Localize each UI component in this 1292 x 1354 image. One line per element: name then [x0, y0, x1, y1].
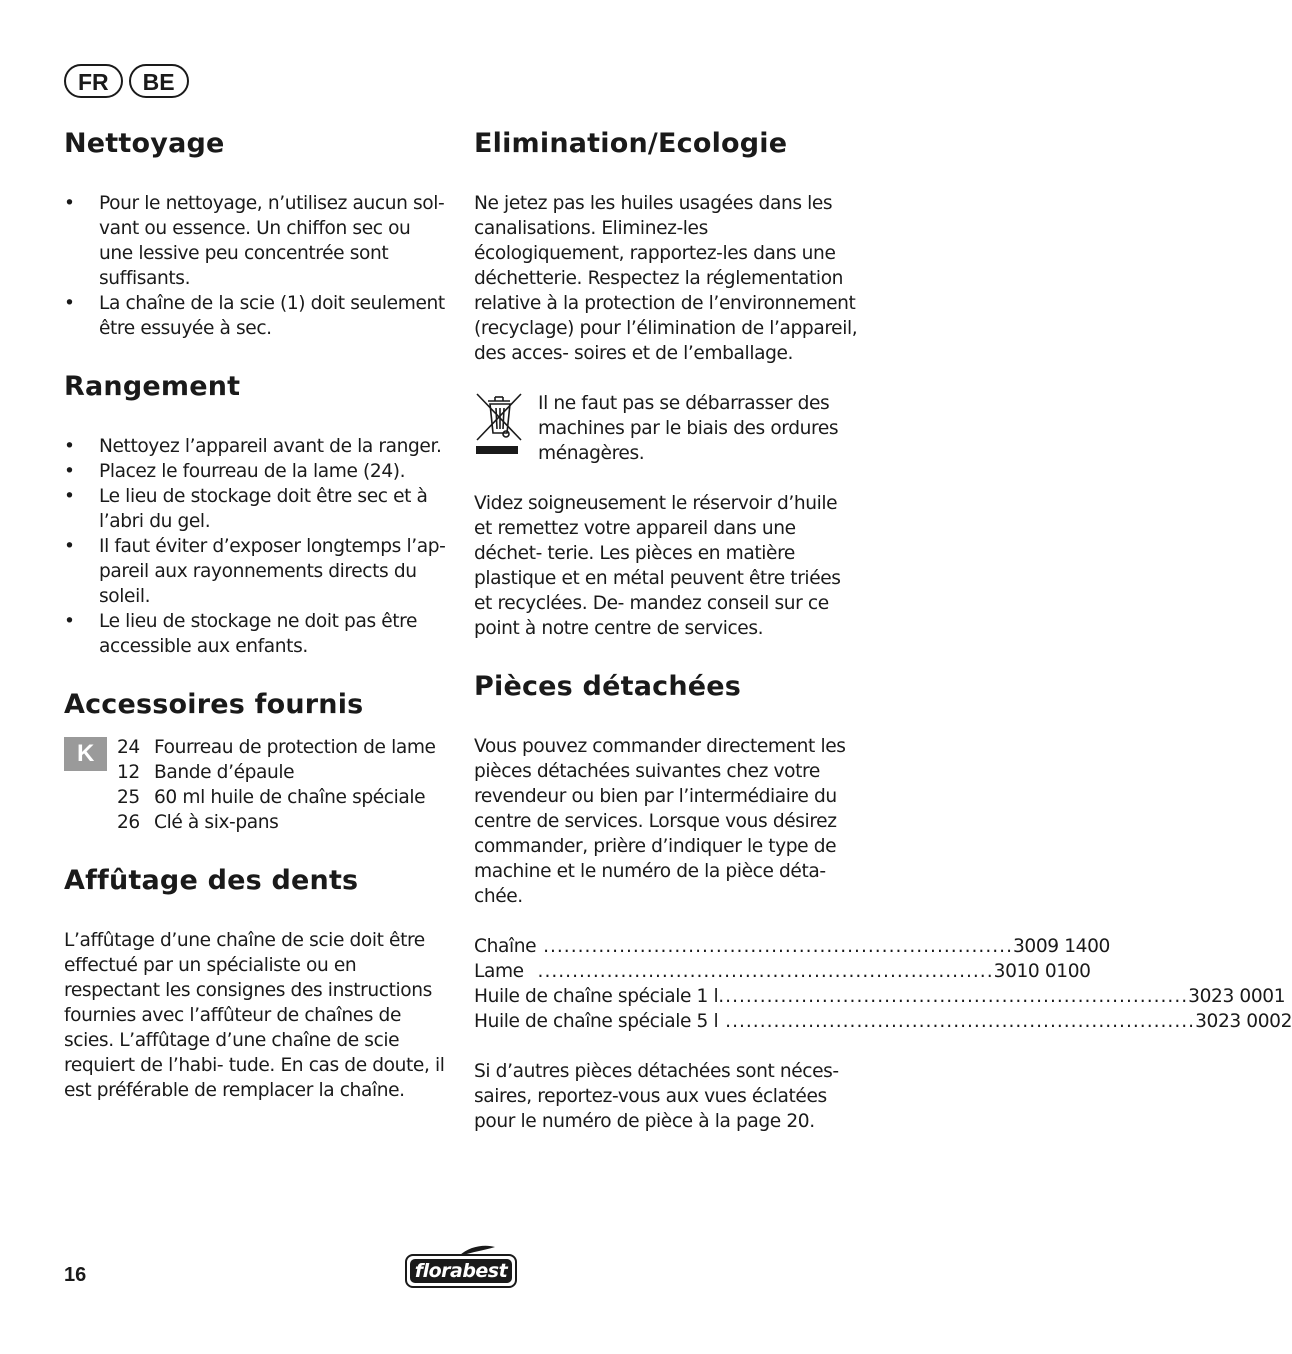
- pieces-text: Vous pouvez commander directement les pièces détachées suivantes chez votre revendeur ou bien par l’intermédiaire du centre de services. Lorsque vous désirez commander, prière d’indiquer le type de machine et le numéro de la pièce déta- chée.: [474, 736, 846, 907]
- leader-dots: ....................................................................: [718, 986, 1189, 1007]
- lang-badge-be: BE: [129, 64, 189, 98]
- item-number: 26: [117, 812, 140, 833]
- list-item: • Placez le fourreau de la lame (24).: [64, 459, 449, 484]
- list-item: [117, 785, 449, 810]
- part-name: Huile de chaîne spéciale 5 l: [474, 1011, 719, 1032]
- list-item: [474, 1009, 1292, 1034]
- item-number: 24: [117, 737, 140, 758]
- elimination-text: Ne jetez pas les huiles usagées dans les canalisations. Eliminez-les écologiquement, rapportez-les dans une déchetterie. Respectez la réglementation relative à la protection de l’environnement (recyclage) pour l’élimination de l’appareil, des acces- soires et de l’emballage.: [474, 193, 858, 364]
- part-number: 3010 0100: [993, 961, 1091, 982]
- item-label: Clé à six-pans: [154, 812, 279, 833]
- part-number: 3023 0001: [1188, 986, 1286, 1007]
- list-item: • Le lieu de stockage doit être sec et à l’abri du gel.: [64, 484, 449, 534]
- affutage-text: L’affûtage d’une chaîne de scie doit être effectué par un spécialiste ou en respectant les consignes des instructions fournies avec l’affûteur de chaînes de scies. L’affûtage d’une chaîne de scie requiert de l’habi- tude. En cas de doute, il est préférable de remplacer la chaîne.: [64, 930, 445, 1101]
- parts-list: [474, 934, 1292, 1034]
- rangement-list: [64, 434, 449, 659]
- section-rangement: [64, 367, 449, 659]
- leader-dots: ....................................................................: [718, 1011, 1196, 1032]
- item-label: Bande d’épaule: [154, 762, 295, 783]
- list-item: [474, 959, 1091, 984]
- elimination-text-2: Videz soigneusement le réservoir d’huile et remettez votre appareil dans une déchet- terie. Les pièces en matière plastique et en métal peuvent être triées et recyclées. De- mandez conseil sur ce point à notre centre de services.: [474, 493, 841, 639]
- part-number: 3023 0002: [1195, 1011, 1292, 1032]
- list-item: [117, 735, 449, 760]
- crossed-out-wheelie-bin-icon: [474, 391, 538, 466]
- section-affutage: [64, 861, 449, 1103]
- list-item: • Le lieu de stockage ne doit pas être accessible aux enfants.: [64, 609, 449, 659]
- list-item: • Il faut éviter d’exposer longtemps l’ap- pareil aux rayonnements directs du soleil.: [64, 534, 449, 609]
- part-number: 3009 1400: [1012, 936, 1110, 957]
- leader-dots: ..................................................................: [523, 961, 994, 982]
- accessories-list: [64, 735, 449, 835]
- item-number: 25: [117, 787, 140, 808]
- nettoyage-list: [64, 191, 449, 341]
- list-item: • Pour le nettoyage, n’utilisez aucun sol- vant ou essence. Un chiffon sec ou une lessive peu concentrée sont suffisants.: [64, 191, 449, 291]
- weee-text: Il ne faut pas se débarrasser des machines par le biais des ordures ménagères.: [538, 393, 839, 464]
- section-title-nettoyage: Nettoyage: [64, 128, 225, 159]
- section-elimination: [474, 124, 859, 641]
- lang-badge-fr: FR: [64, 64, 123, 98]
- list-item: • La chaîne de la scie (1) doit seulement être essuyée à sec.: [64, 291, 449, 341]
- weee-notice: [474, 391, 859, 466]
- section-title-elimination: Elimination/Ecologie: [474, 128, 788, 159]
- right-column: [474, 124, 1292, 1134]
- list-item: [474, 934, 1110, 959]
- section-title-rangement: Rangement: [64, 371, 241, 402]
- item-label: 60 ml huile de chaîne spéciale: [154, 787, 426, 808]
- k-badge: K: [64, 737, 107, 771]
- page-number: 16: [64, 1264, 87, 1286]
- section-pieces: [474, 667, 1292, 1134]
- part-name: Chaîne: [474, 936, 537, 957]
- pieces-text-2: Si d’autres pièces détachées sont néces- saires, reportez-vous aux vues éclatées pour le numéro de pièce à la page 20.: [474, 1061, 839, 1132]
- part-name: Lame: [474, 961, 524, 982]
- language-badges: [64, 64, 189, 98]
- list-item: [117, 810, 449, 835]
- part-name: Huile de chaîne spéciale 1 l: [474, 986, 719, 1007]
- item-number: 12: [117, 762, 140, 783]
- section-title-accessoires: Accessoires fournis: [64, 689, 364, 720]
- section-accessoires: [64, 685, 449, 835]
- list-item: [117, 760, 449, 785]
- list-item: • Nettoyez l’appareil avant de la ranger.: [64, 434, 449, 459]
- florabest-logo: [405, 1244, 519, 1290]
- section-title-affutage: Affûtage des dents: [64, 865, 359, 896]
- left-column: [64, 124, 449, 1103]
- logo-text: florabest: [410, 1259, 512, 1283]
- list-item: [474, 984, 1286, 1009]
- item-label: Fourreau de protection de lame: [154, 737, 436, 758]
- section-nettoyage: [64, 124, 449, 341]
- section-title-pieces: Pièces détachées: [474, 671, 742, 702]
- leader-dots: ....................................................................: [536, 936, 1013, 957]
